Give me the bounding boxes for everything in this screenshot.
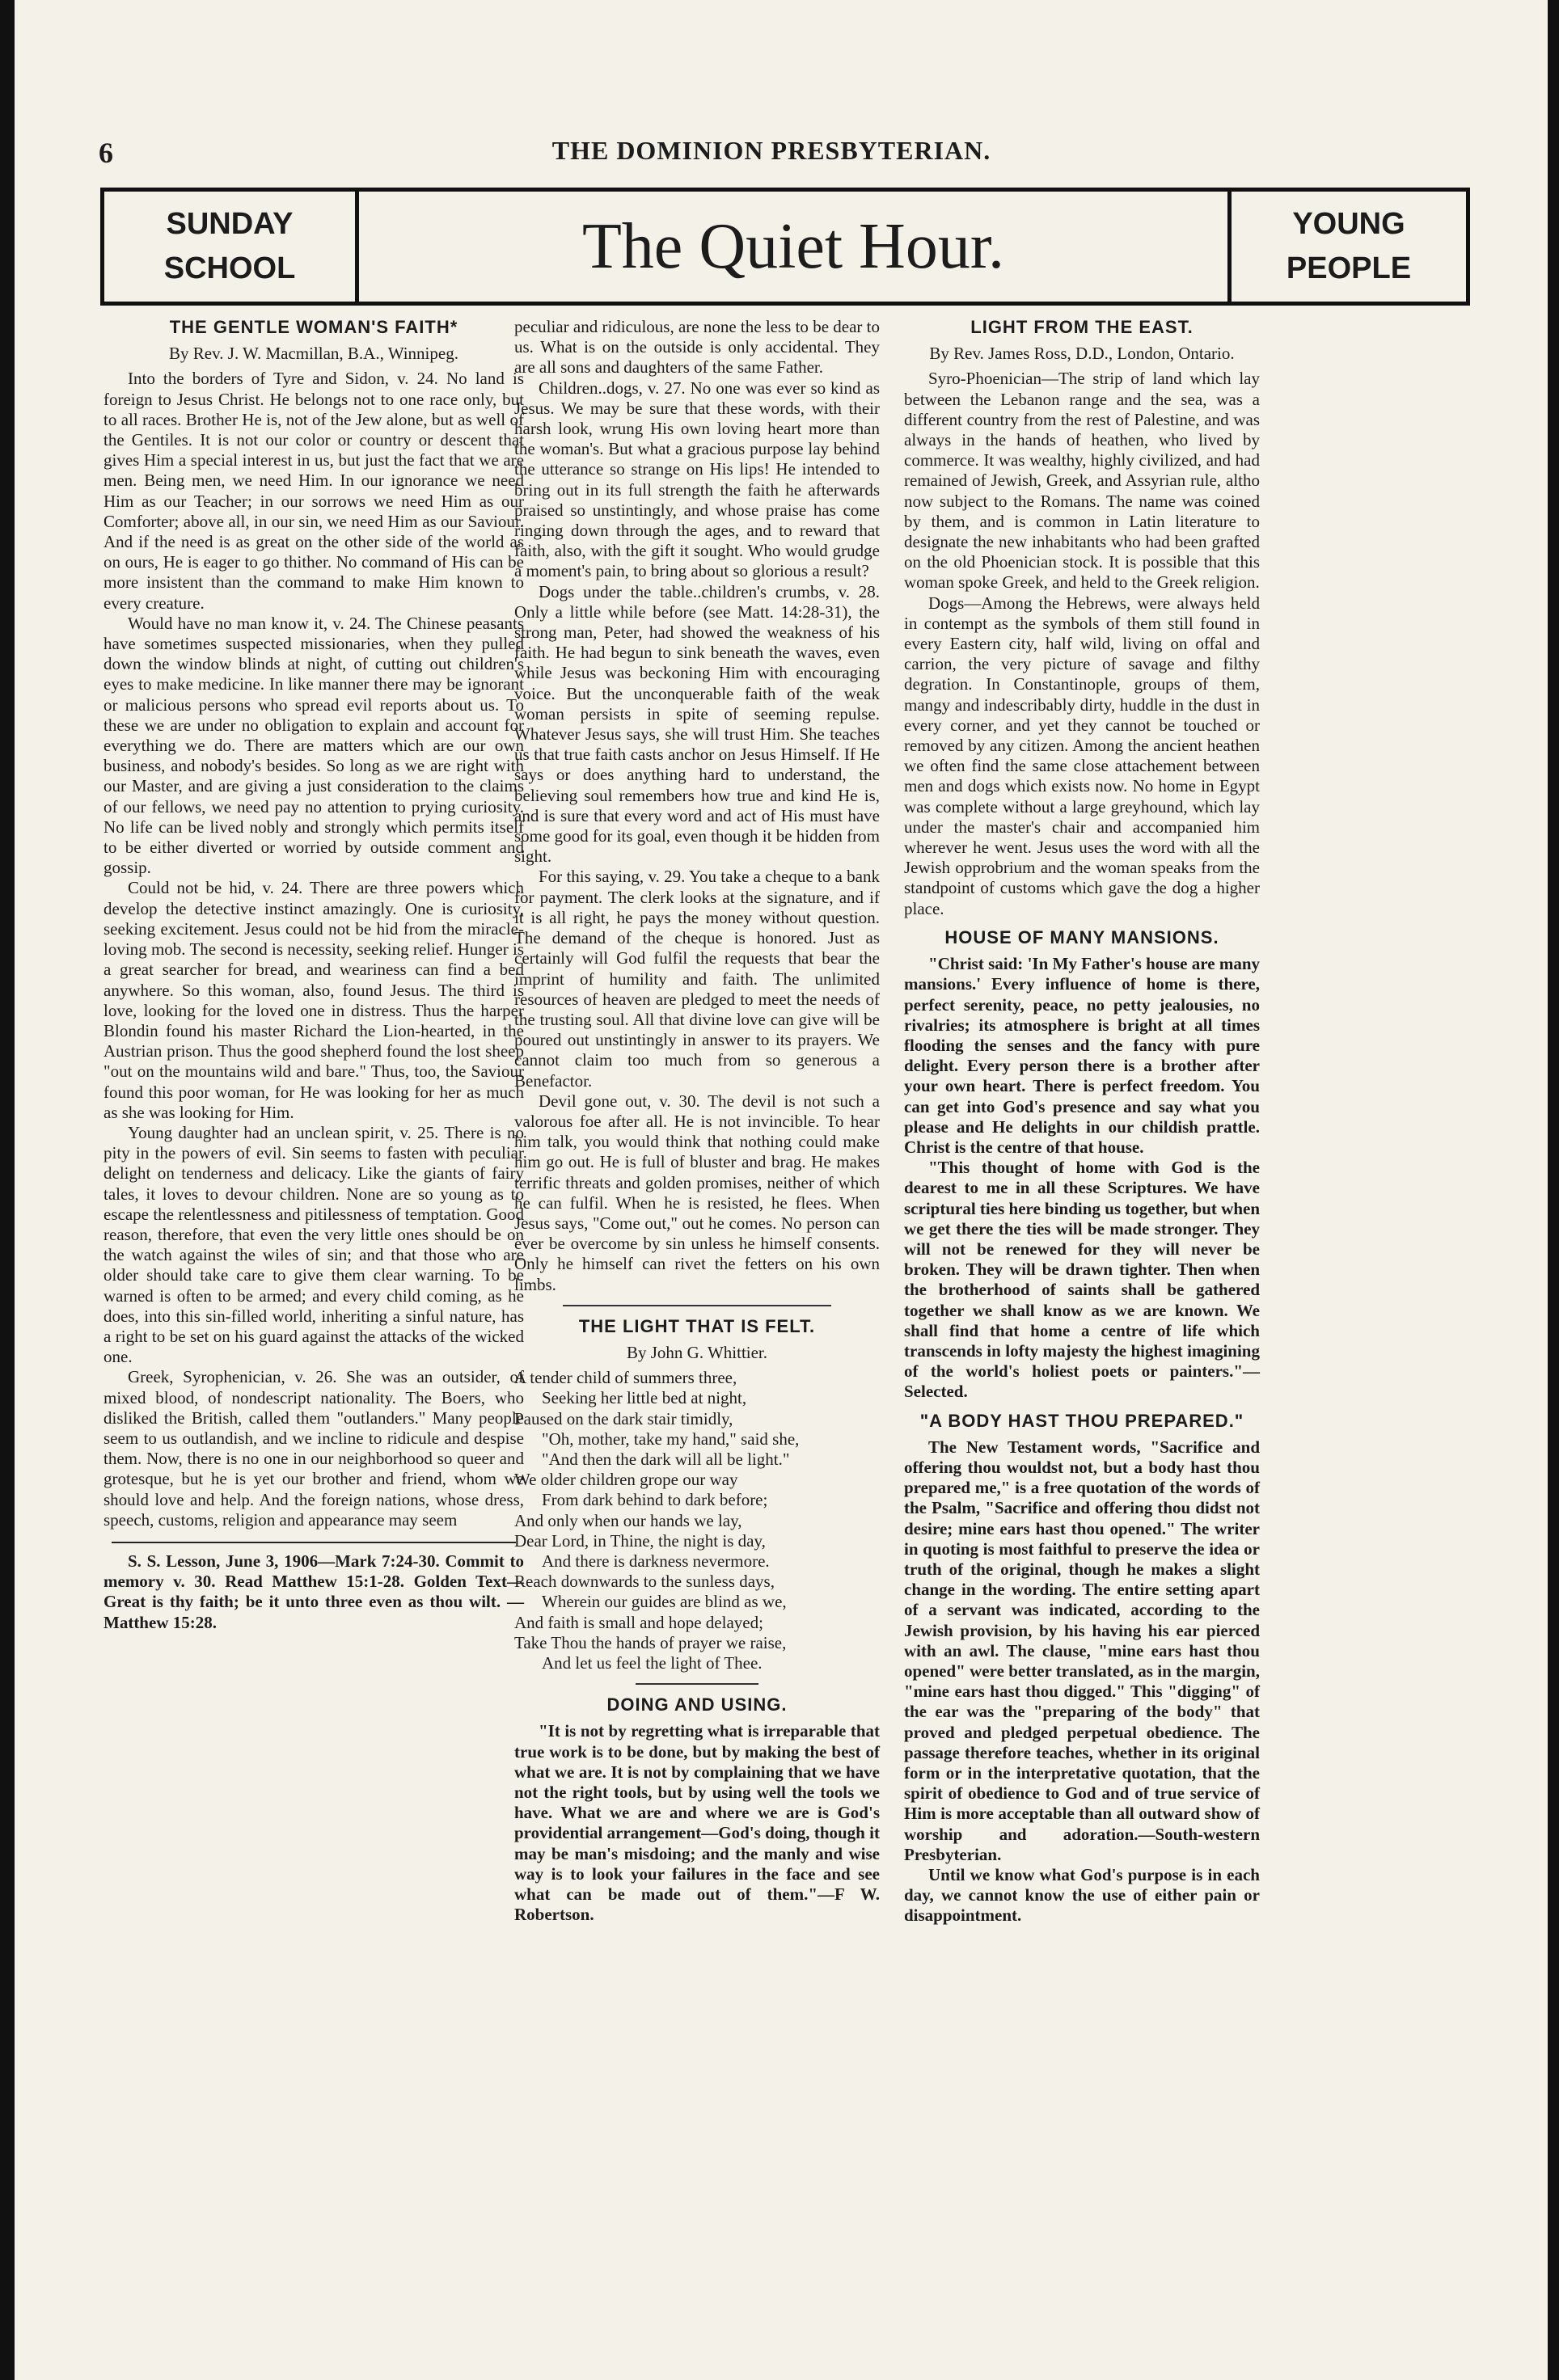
paragraph: Dogs under the table..children's crumbs, v. 28. Only a little while before (see Matt. 14:28-31), the strong man, Peter, had showed the weakness of his faith. He had begun to sink beneath the waves, even while Jesus was beckoning Him with encouraging voice. But the unconquerable faith of the weak woman persists in spite of seeming repulse. Whatever Jesus says, she will trust Him. She teaches us that true faith casts anchor on Jesus Himself. If He says or does anything hard to understand, the believing soul remembers how true and kind He is, and is sure that every word and act of His must have some good for its goal, even though it be hidden from sight. — [514, 581, 881, 867]
section-banner — [100, 188, 1470, 306]
paper-title: THE DOMINION PRESBYTERIAN. — [551, 136, 991, 165]
newspaper-page — [15, 0, 1548, 2380]
poem-line: "Oh, mother, take my hand," said she, — [542, 1428, 800, 1449]
paragraph: "It is not by regretting what is irreparable that true work is to be done, but by making the best of what we are. It is not by complaining that we have not the right tools, but by using well the tools we have. What we are and where we are is God's providential arrangement—God's doing, though it may be man's misdoing; and the manly and wise way is to look your failures in the face and see what can be made out of them."—F W. Robertson. — [514, 1721, 880, 1925]
article-title: DOING AND USING. — [606, 1694, 788, 1715]
poem-line: Seeking her little bed at night, — [542, 1388, 747, 1408]
poem-line: A tender child of summers three, — [514, 1368, 737, 1388]
lesson-note: S. S. Lesson, June 3, 1906—Mark 7:24-30. Commit to memory v. 30. Read Matthew 15:1-28. Golden Text—Great is thy faith; be it unto three even as thou wilt. —Matthew 15:28. — [104, 1551, 524, 1632]
poem-line: And faith is small and hope delayed; — [514, 1612, 763, 1632]
banner-title: The Quiet Hour. — [581, 210, 1005, 282]
divider — [563, 1305, 831, 1306]
article-byline: By Rev. J. W. Macmillan, B.A., Winnipeg. — [169, 344, 458, 364]
article-title: HOUSE OF MANY MANSIONS. — [944, 926, 1219, 947]
article-body — [904, 954, 1260, 1402]
poem-line: Reach downwards to the sunless days, — [514, 1572, 775, 1592]
paragraph: For this saying, v. 29. You take a cheque to a bank for payment. The clerk looks at the signature, and if it is all right, he pays the money without question. The demand of the cheque is honored. Just as certainly will God fulfil the requests that bear the imprint of humility and faith. The unlimited resources of heaven are pledged to meet the needs of the trusting soul. All that divine love can give will be poured out unstintingly in answer to its prayers. We cannot claim too much from so generous a Benefactor. — [514, 867, 880, 1091]
divider — [636, 1683, 758, 1685]
paragraph: peculiar and ridiculous, are none the less to be dear to us. What is on the outside is only accidental. They are all sons and daughters of the same Father. — [514, 317, 880, 378]
article-byline: By Rev. James Ross, D.D., London, Ontario. — [929, 344, 1235, 364]
paragraph: Would have no man know it, v. 24. The Chinese peasants have sometimes suspected missionaries, when they pulled down the window blinds at night, of cutting out children's eyes to make medicine. In like manner there may be ignorant or malicious persons who spread evil reports about us. To these we are under no obligation to explain and account for everything we do. There are matters which are our own business, and nobody's besides. So long as we are right with our Master, and are giving a just consideration to the claims of our fellows, we need pay no attention to prying curiosity. No life can be lived nobly and strongly which permits itself to be either diverted or worried by outside comment and gossip. — [104, 613, 524, 878]
paragraph: Greek, Syrophenician, v. 26. She was an outsider, of mixed blood, of nondescript nationality. The Boers, who disliked the British, called them "outlanders." Many people seem to us outlandish, and we incline to ridicule and despise them. Now, there is no one in our neighborhood so queer and grotesque, but he is yet our brother and friend, whom we should love and help. And the foreign nations, whose dress, speech, customs, religion and appearance may seem — [104, 1367, 524, 1530]
poem-line: Dear Lord, in Thine, the night is day, — [514, 1530, 766, 1551]
poem-line: Wherein our guides are blind as we, — [542, 1592, 787, 1612]
poem-line: And let us feel the light of Thee. — [542, 1653, 763, 1673]
column-middle — [514, 317, 880, 1925]
article-body — [904, 1437, 1260, 1926]
banner-left-label: SUNDAY SCHOOL — [104, 192, 359, 302]
poem-line: "And then the dark will all be light." — [542, 1449, 790, 1469]
article-title: "A BODY HAST THOU PREPARED." — [919, 1410, 1244, 1431]
poem-author: By John G. Whittier. — [626, 1342, 768, 1362]
paragraph: Children..dogs, v. 27. No one was ever so kind as Jesus. We may be sure that these words, with their harsh look, wrung His own loving heart more than the woman's. But what a gracious purpose lay behind the utterance so strange on His lips! He intended to bring out in its full strength the faith he afterwards praised so unstintingly, and whose praise has come ringing down through the ages, and to reward that faith, also, with the gift it sought. Who would grudge a moment's pain, to bring about so glorious a result? — [514, 378, 880, 581]
running-header — [92, 136, 1451, 173]
paragraph: Young daughter had an unclean spirit, v. 25. There is no pity in the powers of evil. Sin seems to fasten with peculiar delight on tenderness and delicacy. Like the giants of fairy tales, it loves to devour children. None are so young as to escape the relentlessness and pitilessness of temptation. Good reason, therefore, that even the very little ones should be on the watch against the wiles of sin; and that those who are older should take care to give them clear warning. To be warned is often to be armed; and every child coming, as he does, into this sin-filled world, inheriting a sinful nature, has a right to be set on his guard against the attacks of the wicked one. — [104, 1122, 524, 1367]
poem-line: From dark behind to dark before; — [542, 1490, 768, 1510]
poem-line: And there is darkness nevermore. — [542, 1551, 770, 1571]
poem-line: Take Thou the hands of prayer we raise, — [514, 1632, 787, 1652]
column-right — [904, 317, 1260, 1926]
paragraph: Devil gone out, v. 30. The devil is not such a valorous foe after all. He is not invincible. To hear him talk, you would think that nothing could make him go out. He is full of bluster and brag. He makes terrific threats and golden promises, neither of which he can fulfil. When he is resisted, he flees. When Jesus says, "Come out," out he comes. No person can ever be overcome by sin unless he himself consents. Only he himself can rivet the fetters on his own limbs. — [514, 1091, 880, 1294]
page-number: 6 — [99, 137, 113, 169]
column-left — [104, 317, 524, 1633]
paragraph: Syro-Phoenician—The strip of land which lay between the Lebanon range and the sea, was a different country from the rest of Palestine, and was always in the hands of heathen, who lived by commerce. It was wealthy, highly civilized, and had remained of Jewish, Greek, and Assyrian rule, altho now subject to the Romans. The name was coined by them, and is common in Latin literature to designate the new inhabitants who had been grafted on the old Phoenician stock. It is possible that this woman spoke Greek, and held to the Greek religion. — [904, 369, 1260, 593]
poem-line: And only when our hands we lay, — [514, 1510, 742, 1530]
poem-title: THE LIGHT THAT IS FELT. — [578, 1315, 816, 1336]
paragraph: Until we know what God's purpose is in each day, we cannot know the use of either pain or disappointment. — [904, 1865, 1260, 1926]
paragraph: "Christ said: 'In My Father's house are many mansions.' Every influence of home is there, perfect serenity, peace, no petty jealousies, no rivalries; its atmosphere is bright at all times flooding the senses and the fancy with pure delight. Every person there is a brother after your own heart. There is perfect freedom. You can get into God's presence and say what you please and He delights in our childish prattle. Christ is the centre of that house. — [904, 954, 1260, 1157]
poem-line: We older children grope our way — [514, 1470, 738, 1490]
divider — [112, 1542, 516, 1543]
paragraph: Into the borders of Tyre and Sidon, v. 24. No land is foreign to Jesus Christ. He belongs not to one race only, but to all races. Brother He is, not of the Jew alone, but as well of the Gentiles. It is not our color or country or descent that gives Him a special interest in us, but just the fact that we are men. Being men, we need Him. In our ignorance we need Him as our Teacher; in our sorrows we need Him as our Comforter; above all, in our sin, we need Him as our Saviour. And if the need is as great on the other side of the world as on ours, He is eager to go thither. No command of His can be more insistent than the command to make Him known to every creature. — [104, 369, 524, 613]
paragraph: Dogs—Among the Hebrews, were always held in contempt as the symbols of them still found in every Eastern city, half wild, living on offal and carrion, the very picture of savage and filthy degration. In Constantinople, groups of them, mangy and indescribably dirty, huddle in the dust in every corner, and yet they cannot be touched or removed by any citizen. Among the ancient heathen we often find the same close attachement between men and dogs which exists now. No home in Egypt was complete without a large greyhound, which lay under the master's chair and accompanied him wherever he went. Jesus uses the word with all the Jewish opprobrium and the woman speaks from the standpoint of customs which gave the dog a higher place. — [904, 593, 1260, 918]
poem-line: Paused on the dark stair timidly, — [514, 1408, 733, 1428]
poem — [514, 1368, 880, 1673]
paragraph: Could not be hid, v. 24. There are three powers which develop the detective instinct amazingly. One is curiosity, seeking excitement. Jesus could not be hid from the miracle-loving mob. The second is necessity, seeking relief. Hunger is a great searcher for bread, and weariness can find a bed anywhere. So this woman, also, found Jesus. The third is love, looking for the loved one in distress. Thus the harper Blondin found his master Richard the Lion-hearted, in the Austrian prison. Thus the good shepherd found the lost sheep "out on the mountains wild and bare." Thus, too, the Saviour found this poor woman, for He was looking for her as much as she was looking for Him. — [104, 878, 524, 1122]
paragraph: "This thought of home with God is the dearest to me in all these Scriptures. We have scriptural ties here binding us together, but when we get there the ties will be made stronger. They will not be renewed for they will never be broken. They will be drawn tighter. Then when the brotherhood of saints shall be gathered together we shall know as we are known. We shall find that home a centre of life which transcends in lofty majesty the highest imagining of the world's holiest poets or painters."—Selected. — [904, 1158, 1260, 1402]
paragraph: The New Testament words, "Sacrifice and offering thou wouldst not, but a body hast thou prepared me," is a free quotation of the words of the Psalm, "Sacrifice and offering thou didst not desire; mine ears hast thou opened." The writer in quoting is most faithful to preserve the idea or truth of the original, though he makes a slight change in the wording. The entire setting apart of a servant was indicated, according to the Jewish provision, by his having his ear pierced with an awl. The clause, "mine ears hast thou opened" were better translated, as in the margin, "mine ears hast thou digged." This "digging" of the ear was the "preparing of the body" that proved and pledged perpetual obedience. The passage therefore teaches, whether in its original form or in the interpretative quotation, that the spirit of obedience to God and of true service of Him is more acceptable than all outward show of worship and adoration.—South-western Presbyterian. — [904, 1437, 1260, 1864]
article-title: LIGHT FROM THE EAST. — [970, 317, 1194, 337]
banner-right-label: YOUNG PEOPLE — [1227, 192, 1466, 302]
article-title: THE GENTLE WOMAN'S FAITH* — [169, 317, 458, 337]
